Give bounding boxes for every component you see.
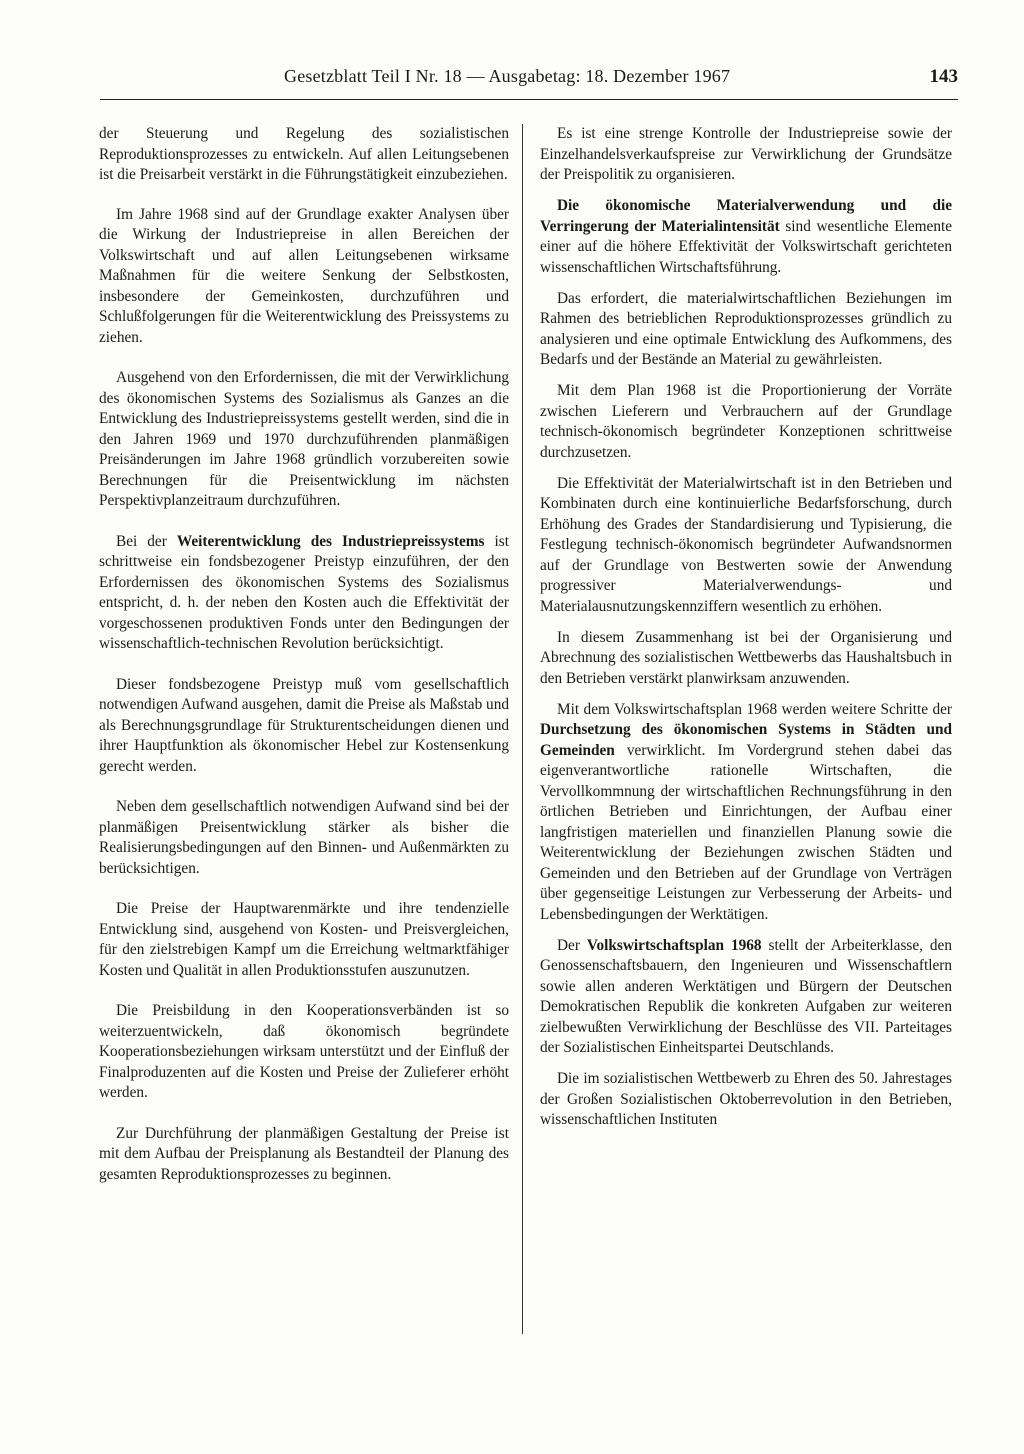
paragraph: Die im sozialistischen Wettbewerb zu Ehren des 50. Jahrestages der Großen Sozialistischen Oktoberrevolution in den Betrieben, wissenschaftlichen Instituten — [540, 1070, 952, 1128]
paragraph-text: Bei der — [116, 532, 177, 550]
paragraph: Ausgehend von den Erfordernissen, die mit der Verwirklichung des ökonomischen Systems des Sozialismus als Ganzes an die Entwicklung des Industriepreissystems gestellt werden, sind die in den Jahren 1969 und 1970 durchzuführenden planmäßigen Preisänderungen im Jahre 1968 gründlich vorzubereiten sowie Berechnungen für die Preisentwicklung im nächsten Perspektivplanzeitraum durchzuführen. — [99, 369, 509, 509]
paragraph: Es ist eine strenge Kontrolle der Industriepreise sowie der Einzelhandelsverkaufspreise zur Verwirklichung der Grundsätze der Preispolitik zu organisieren. — [540, 125, 952, 183]
paragraph-text: Mit dem Volkswirtschaftsplan 1968 werden weitere Schritte der — [557, 700, 952, 718]
left-column — [99, 124, 509, 1205]
header-title: Gesetzblatt Teil I Nr. 18 — Ausgabetag: 18. Dezember 1967 — [284, 66, 731, 86]
right-column — [540, 124, 952, 1141]
paragraph: Die Preise der Hauptwarenmärkte und ihre tendenzielle Entwicklung sind, ausgehend von Kosten- und Preisvergleichen, für den zielstrebigen Kampf um die Erreichung weltmarktfähiger Kosten und Qualität in allen Produktionsstufen auszunutzen. — [99, 900, 509, 979]
column-divider — [522, 124, 523, 1334]
paragraph-text: Der — [557, 936, 587, 954]
paragraph: der Steuerung und Regelung des sozialistischen Reproduktionsprozesses zu entwickeln. Auf allen Leitungsebenen ist die Preisarbeit verstärkt in die Führungstätigkeit einzubeziehen. — [99, 125, 509, 183]
page-header — [100, 66, 958, 96]
paragraph: In diesem Zusammenhang ist bei der Organisierung und Abrechnung des sozialistischen Wettbewerbs das Haushaltsbuch in den Betrieben verstärkt planwirksam anzuwenden. — [540, 628, 952, 687]
header-rule — [100, 99, 958, 100]
paragraph: Mit dem Plan 1968 ist die Proportionierung der Vorräte zwischen Lieferern und Verbrauchern auf der Grundlage technisch-ökonomisch begründeter Konzeptionen schrittweise durchzusetzen. — [540, 382, 952, 461]
paragraph-text: ist schrittweise ein fondsbezogener Preistyp einzuführen, der den Erfordernissen des ökonomischen Systems des Sozialismus entspricht, d. h. der neben den Kosten auch die Effektivität der vorgeschossenen produktiven Fonds unter den Bedingungen der wissenschaftlich-technischen Revolution berücksichtigt. — [99, 532, 509, 652]
paragraph: Dieser fondsbezogene Preistyp muß vom gesellschaftlich notwendigen Aufwand ausgehen, damit die Preise als Maßstab und als Berechnungsgrundlage für Strukturentscheidungen dienen und ihrer Hauptfunktion als ökonomischer Hebel zur Kostensenkung gerecht werden. — [99, 675, 509, 775]
paragraph: Im Jahre 1968 sind auf der Grundlage exakter Analysen über die Wirkung der Industriepreise in allen Bereichen der Volkswirtschaft und auf allen Leitungsebenen wirksame Maßnahmen für die weitere Senkung der Selbstkosten, insbesondere der Gemeinkosten, durchzuführen und Schlußfolgerungen für die Weiterentwicklung des Preissystems zu ziehen. — [99, 205, 509, 346]
page-number: 143 — [929, 66, 958, 87]
paragraph-text: sind wesentliche Elemente einer auf die höhere Effektivität der Volkswirtschaft gerichteten wissenschaftlichen Wirtschaftsführung. — [540, 217, 953, 276]
bold-phrase: Die ökonomische Materialverwendung und die Verringerung der Materialintensität — [540, 197, 952, 235]
paragraph — [540, 936, 952, 1059]
bold-phrase: Weiterentwicklung des Industriepreissystems — [176, 532, 485, 550]
paragraph-text: verwirklicht. Im Vordergrund stehen dabei das eigenverantwortliche rationelle Wirtschaften, die Vervollkommnung der wirtschaftlichen Rechnungsführung in den örtlichen Betrieben und Einrichtungen, der Aufbau einer langfristigen materiellen und finanziellen Planung sowie die Weiterentwicklung der Beziehungen zwischen Städten und Gemeinden und den Betrieben auf der Grundlage von Verträgen über gegenseitige Leistungen zur Verbesserung der Arbeits- und Lebensbedingungen der Werktätigen. — [540, 741, 952, 923]
paragraph: Die Effektivität der Materialwirtschaft ist in den Betrieben und Kombinaten durch eine kontinuierliche Bedarfsforschung, durch Erhöhung des Grades der Standardisierung und Typisierung, die Festlegung technisch-ökonomisch begründeter Aufwandsnormen auf der Grundlage von Bestwerten sowie der Anwendung progressiver Materialverwendungs- und Materialausnutzungskennziffern wesentlich zu erhöhen. — [540, 474, 952, 615]
bold-phrase: Durchsetzung des ökonomischen Systems in Städten und Gemeinden — [540, 721, 952, 759]
paragraph-text: stellt der Arbeiterklasse, den Genossenschaftsbauern, den Ingenieuren und Wissenschaftlern sowie allen anderen Werktätigen und Bürgern der Deutschen Demokratischen Republik die konkreten Aufgaben zur weiteren zielbewußten Verwirklichung der Beschlüsse des VII. Parteitages der Sozialistischen Einheitspartei Deutschlands. — [540, 936, 952, 1056]
paragraph — [99, 532, 509, 655]
paragraph: Das erfordert, die materialwirtschaftlichen Beziehungen im Rahmen des betrieblichen Reproduktionsprozesses gründlich zu analysieren und eine optimale Entwicklung des Aufkommens, des Bedarfs und der Bestände an Material zu gewährleisten. — [540, 289, 952, 368]
paragraph: Neben dem gesellschaftlich notwendigen Aufwand sind bei der planmäßigen Preisentwicklung stärker als bisher die Realisierungsbedingungen auf den Binnen- und Außenmärkten zu berücksichtigen. — [99, 798, 509, 877]
paragraph: Zur Durchführung der planmäßigen Gestaltung der Preise ist mit dem Aufbau der Preisplanung als Bestandteil der Planung des gesamten Reproduktionsprozesses zu beginnen. — [99, 1124, 509, 1183]
paragraph — [540, 196, 952, 278]
paragraph: Die Preisbildung in den Kooperationsverbänden ist so weiterzuentwickeln, daß ökonomisch begründete Kooperationsbeziehungen wirksam unterstützt und der Einfluß der Finalproduzenten auf die Kosten und Preise der Zulieferer erhöht werden. — [99, 1002, 509, 1101]
bold-phrase: Volkswirtschaftsplan 1968 — [586, 936, 762, 954]
paragraph — [540, 700, 952, 926]
